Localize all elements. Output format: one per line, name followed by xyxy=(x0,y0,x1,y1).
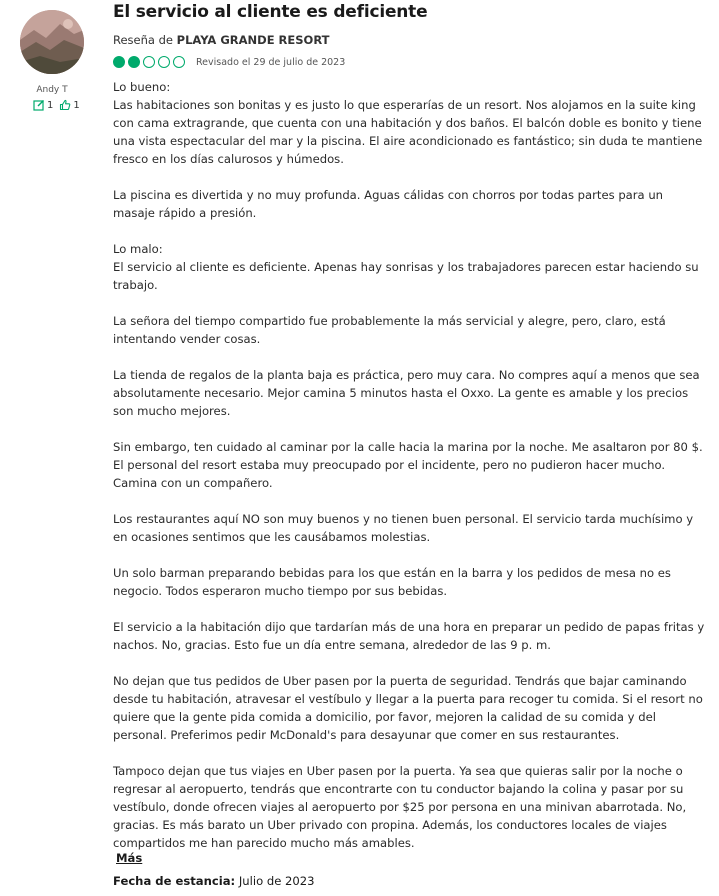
review-title[interactable]: El servicio al cliente es deficiente xyxy=(113,2,428,22)
stay-date-label: Fecha de estancia: xyxy=(113,874,236,888)
pencil-square-icon xyxy=(33,99,45,111)
rating-bubble-empty xyxy=(173,56,185,68)
review-of-prefix: Reseña de xyxy=(113,33,173,47)
reviewed-date: Revisado el 29 de julio de 2023 xyxy=(196,56,346,68)
review-paragraph: Lo malo: El servicio al cliente es deficiente. Apenas hay sonrisas y los trabajadores parecen estar haciendo su trabajo. xyxy=(113,242,699,292)
review-paragraph: Un solo barman preparando bebidas para los que están en la barra y los pedidos de mesa no es negocio. Todos esperaron mucho tiempo por sus bebidas. xyxy=(113,566,671,598)
review-paragraph: La piscina es divertida y no muy profunda. Aguas cálidas con chorros por todas partes para un masaje rápido a presión. xyxy=(113,188,664,220)
rating-bubbles xyxy=(113,56,188,68)
rating-bubble-filled xyxy=(113,56,125,68)
more-link[interactable]: Más xyxy=(116,851,143,865)
helpful-votes-count: 1 xyxy=(73,99,80,111)
review-paragraph: Los restaurantes aquí NO son muy buenos y no tienen buen personal. El servicio tarda muchísimo y en ocasiones sentimos que les causábamos molestias. xyxy=(113,512,694,544)
review-paragraph: El servicio a la habitación dijo que tardarían más de una hora en preparar un pedido de papas fritas y nachos. No, gracias. Esto fue un día entre semana, alrededor de las 9 p. m. xyxy=(113,620,705,652)
rating-bubble-empty xyxy=(158,56,170,68)
review-paragraph: La tienda de regalos de la planta baja es práctica, pero muy cara. No compres aquí a menos que sea absolutamente necesario. Mejor camina 5 minutos hasta el Oxxo. La gente es amable y los precios son mucho mejores. xyxy=(113,368,700,418)
author-name[interactable]: Andy T xyxy=(36,85,68,95)
review-body xyxy=(113,78,707,852)
review-paragraph: Sin embargo, ten cuidado al caminar por la calle hacia la marina por la noche. Me asaltaron por 80 $. El personal del resort estaba muy preocupado por el incidente, pero no pudieron hacer mucho. Camina con un compañero. xyxy=(113,440,703,490)
review-paragraph: La señora del tiempo compartido fue probablemente la más servicial y alegre, pero, claro, está intentando vender cosas. xyxy=(113,314,666,346)
rating-bubble-empty xyxy=(143,56,155,68)
rating-bubble-filled xyxy=(128,56,140,68)
thumbs-up-icon xyxy=(59,99,71,111)
contributions-count: 1 xyxy=(47,99,54,111)
rating-row xyxy=(113,56,345,68)
review-of xyxy=(113,33,330,47)
author-stats xyxy=(33,99,84,111)
avatar[interactable] xyxy=(20,10,84,74)
stay-date xyxy=(113,874,315,888)
review-paragraph: Tampoco dejan que tus viajes en Uber pasen por la puerta. Ya sea que quieras salir por la noche o regresar al aeropuerto, tendrás que encontrarte con tu conductor bajando la colina y pasar por su vestíbulo, donde ofrecen viajes al aeropuerto por $25 por persona en una minivan abarrotada. No, gracias. Es más barato un Uber privado con propina. Además, los conductores locales de viajes compartidos me han parecido mucho más amables. xyxy=(113,764,687,850)
hotel-name[interactable]: PLAYA GRANDE RESORT xyxy=(176,33,330,47)
review-paragraph: Lo bueno: Las habitaciones son bonitas y es justo lo que esperarías de un resort. Nos alojamos en la suite king con cama extragrande, que cuenta con una habitación y dos baños. El balcón doble es bonito y tiene una vista espectacular del mar y la piscina. El aire acondicionado es fantástico; sin duda te mantiene fresco en los días calurosos y húmedos. xyxy=(113,80,703,166)
stay-date-value: Julio de 2023 xyxy=(238,874,315,888)
avatar-image xyxy=(20,10,84,74)
review-paragraph: No dejan que tus pedidos de Uber pasen por la puerta de seguridad. Tendrás que bajar caminando desde tu habitación, atravesar el vestíbulo y llegar a la puerta para recoger tu comida. Si el resort no quiere que la gente pida comida a domicilio, por favor, mejoren la calidad de su comida y del personal. Preferimos pedir McDonald's para desayunar que comer en sus restaurantes. xyxy=(113,674,703,742)
